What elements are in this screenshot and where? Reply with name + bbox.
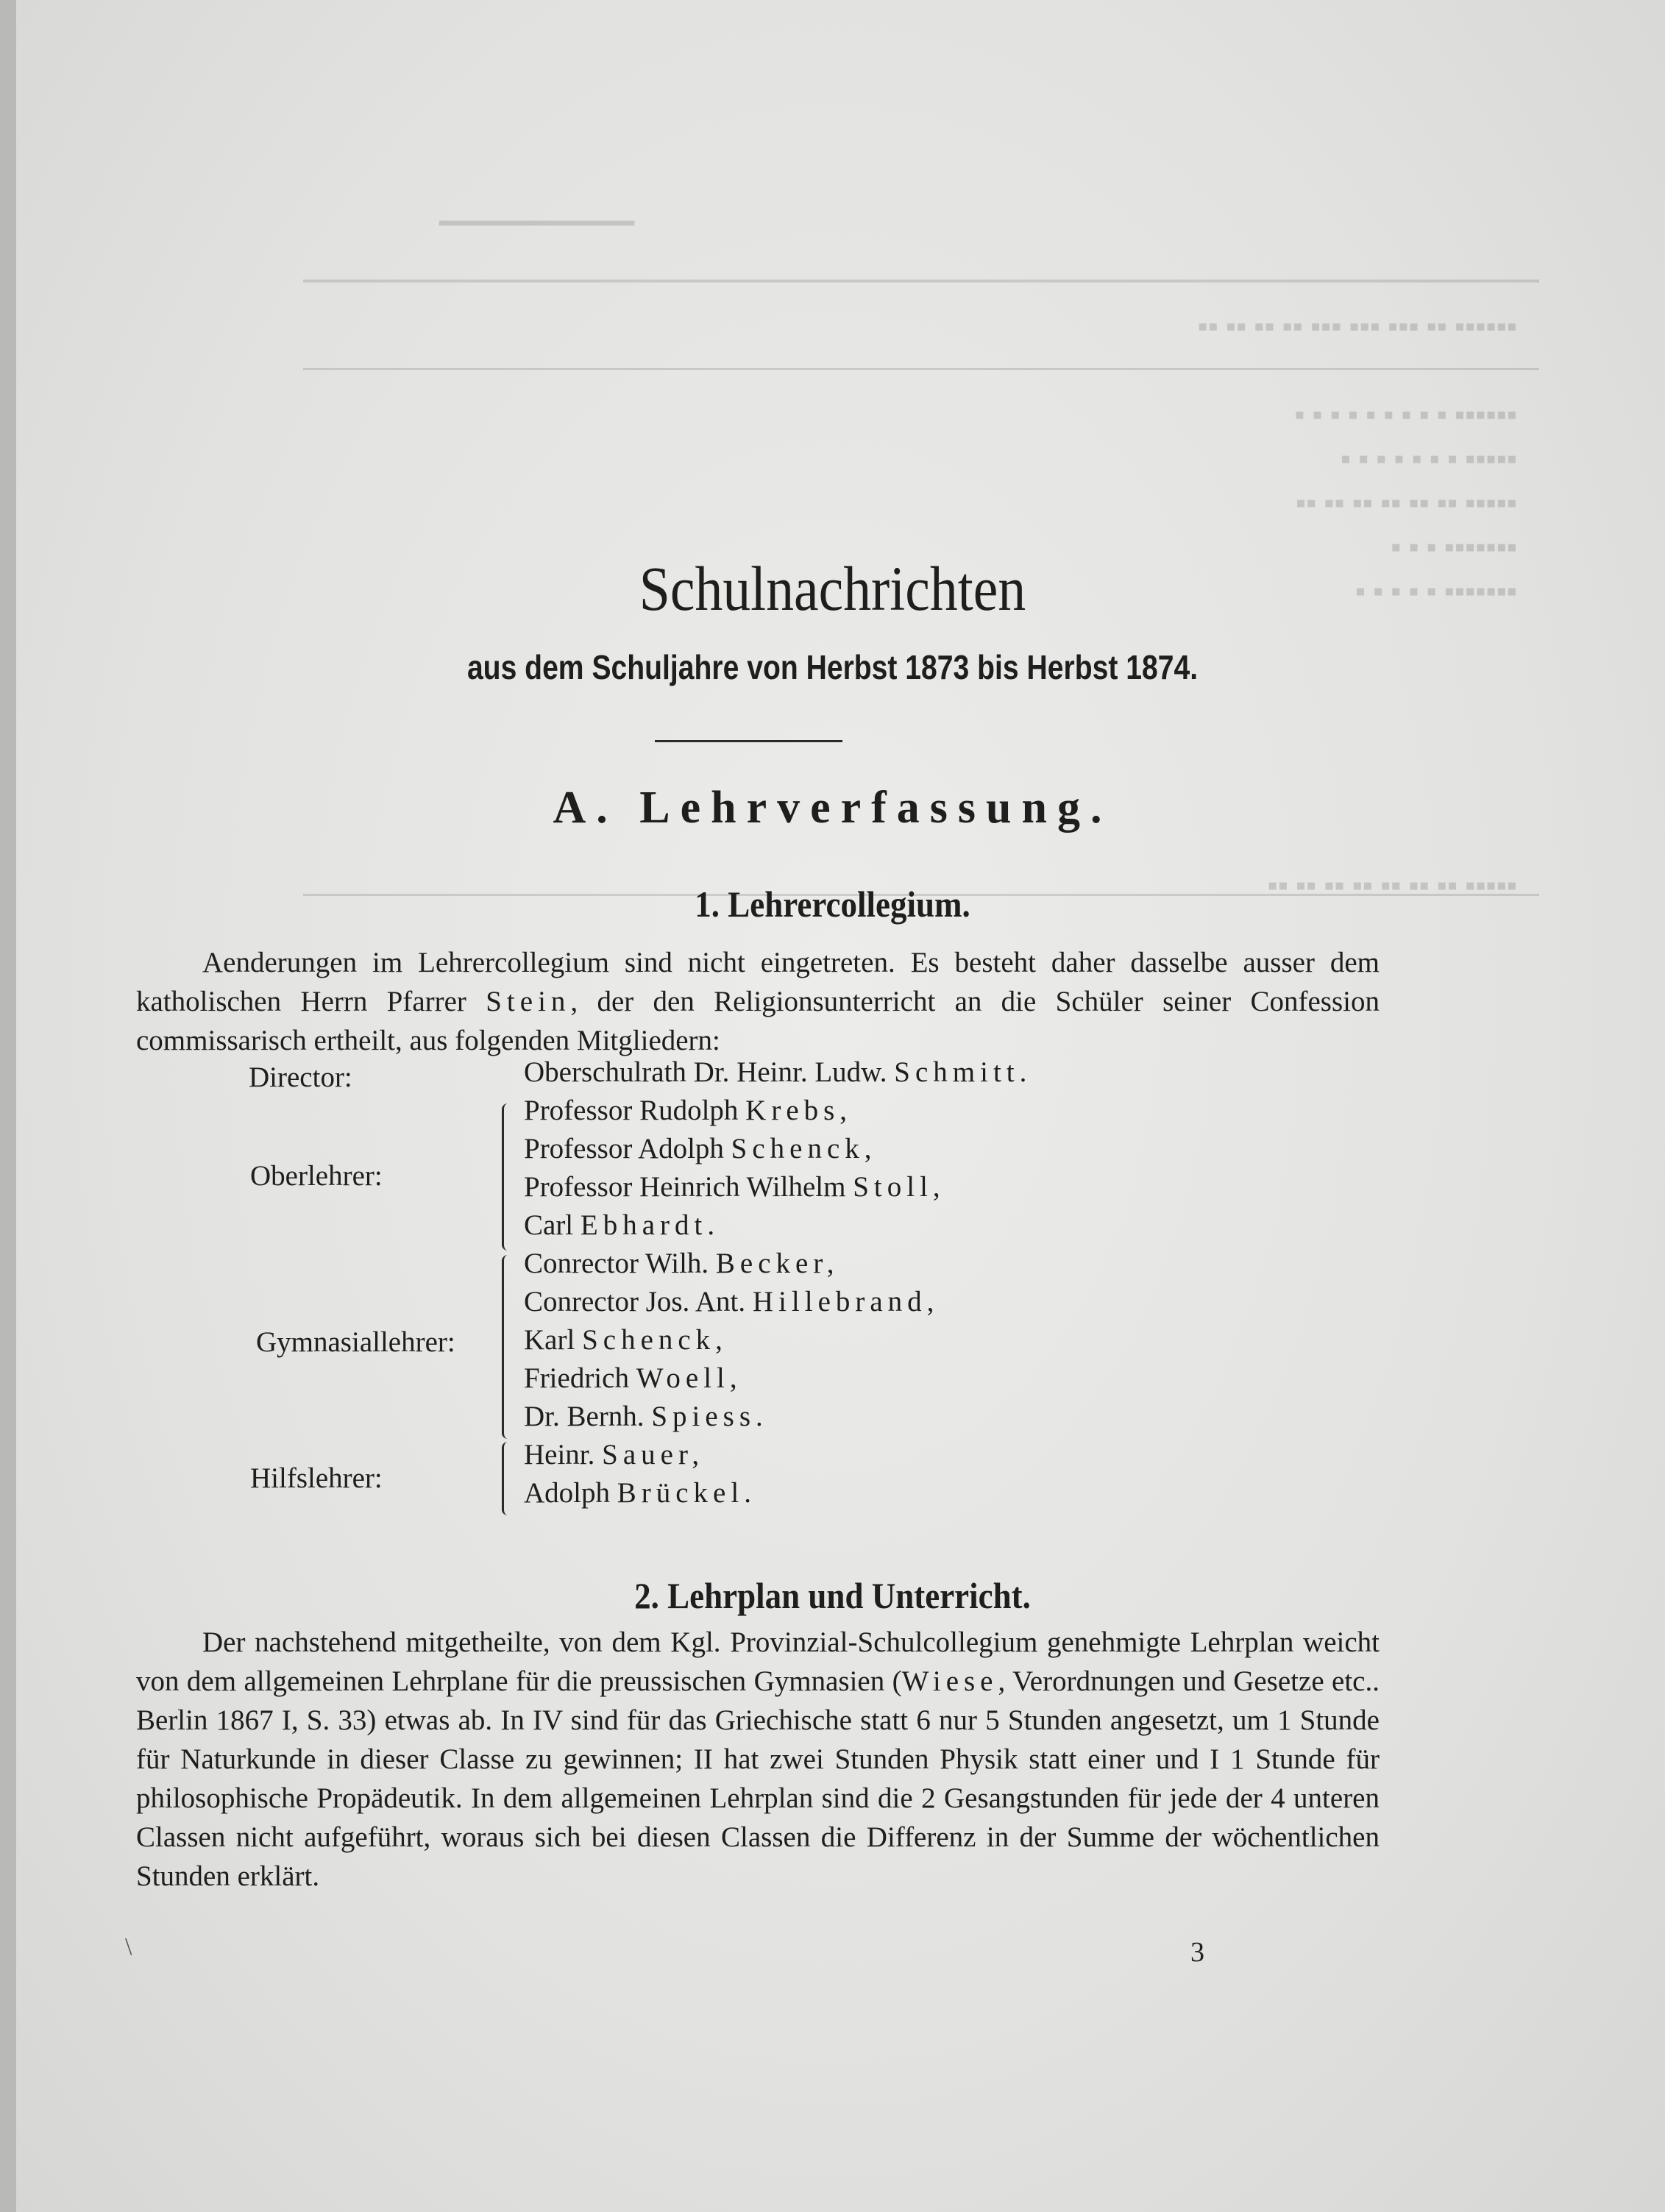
- person-name: Brückel.: [617, 1477, 756, 1509]
- staff-list-gymnasiallehrer: [524, 1245, 939, 1436]
- staff-entry: Heinr. Sauer,: [524, 1439, 705, 1470]
- person-name: Wiese: [901, 1665, 998, 1697]
- person-name: Schmitt.: [894, 1056, 1032, 1088]
- person-name: Schenck,: [582, 1324, 728, 1356]
- staff-list-oberlehrer: [524, 1092, 945, 1245]
- person-name: Stein: [486, 986, 571, 1017]
- staff-entry: Professor Rudolph Krebs,: [524, 1095, 853, 1126]
- subsection-heading-lehrercollegium: 1. Lehrercollegium.: [695, 883, 970, 925]
- staff-entry: Conrector Wilh. Becker,: [524, 1248, 839, 1279]
- person-name: Hillebrand,: [752, 1286, 940, 1317]
- page-title: Schulnachrichten: [639, 553, 1026, 624]
- paragraph-lehrercollegium: [136, 943, 1380, 1060]
- staff-entry: Friedrich Woell,: [524, 1362, 742, 1394]
- person-name: Schenck,: [731, 1133, 877, 1164]
- brace: [502, 1255, 513, 1439]
- person-name: Woell,: [636, 1362, 742, 1394]
- role-label-oberlehrer: Oberlehrer:: [250, 1160, 383, 1192]
- divider: [655, 740, 842, 742]
- staff-entry: Dr. Bernh. Spiess.: [524, 1401, 768, 1432]
- person-name: Sauer,: [602, 1439, 705, 1470]
- role-label-gymnasiallehrer: Gymnasiallehrer:: [256, 1326, 455, 1358]
- subsection-heading-lehrplan: 2. Lehrplan und Unterricht.: [634, 1575, 1031, 1616]
- person-name: Krebs,: [745, 1095, 853, 1126]
- paragraph-lehrplan: [136, 1623, 1380, 1896]
- staff-entry: Oberschulrath Dr. Heinr. Ludw. Schmitt.: [524, 1056, 1032, 1088]
- staff-entry: Carl Ebhardt.: [524, 1209, 720, 1241]
- paragraph-text: , Verordnungen und Gesetze etc.. Berlin 1867 I, S. 33) etwas ab. In IV sind für das Griechische statt 6 nur 5 Stunden angesetzt, um 1 Stunde für Naturkunde in dieser Classe zu gewinnen; II hat zwei Stunden Physik statt einer und I 1 Stunde für philosophische Propädeutik. In dem allgemeinen Lehrplan sind die 2 Gesangstunden für jede der 4 unteren Classen nicht aufgeführt, woraus sich bei diesen Classen die Differenz in der Summe der wöchentlichen Stunden erklärt.: [136, 1665, 1380, 1892]
- paragraph-text: Der nachstehend mitgetheilte, von dem Kgl. Provinzial-Schulcollegium genehmigte Lehrplan weicht von dem allgemeinen Lehrplane für die preussischen Gymnasien (: [136, 1626, 1380, 1697]
- staff-entry: Professor Heinrich Wilhelm Stoll,: [524, 1171, 945, 1203]
- role-label-hilfslehrer: Hilfslehrer:: [250, 1462, 383, 1494]
- paragraph-text: , der den Religionsunterricht an die Schüler seiner Confession commissarisch ertheilt, aus folgenden Mitgliedern:: [136, 986, 1380, 1056]
- staff-entry: Conrector Jos. Ant. Hillebrand,: [524, 1286, 940, 1317]
- staff-entry: Karl Schenck,: [524, 1324, 728, 1356]
- margin-mark: \: [125, 1933, 132, 1960]
- brace: [502, 1442, 513, 1515]
- page-subtitle: aus dem Schuljahre von Herbst 1873 bis Herbst 1874.: [466, 648, 1199, 686]
- bleed-through-background: ━━━━━━━━━━━ ▪▪▪▪▪▪ ▪▪ ▪▪▪ ▪▪▪ ▪▪▪ ▪▪ ▪▪ ▪▪ ▪▪ ▪▪▪▪▪▪ ▪ ▪ ▪ ▪ ▪ ▪ ▪ ▪ ▪ ▪▪▪▪▪ ▪ ▪ ▪ ▪ ▪ ▪ ▪ ▪▪▪▪▪ ▪▪ ▪▪ ▪▪ ▪▪ ▪▪ ▪▪ ▪▪▪▪▪▪▪ ▪ ▪ ▪ ▪▪▪▪▪▪▪ ▪ ▪ ▪ ▪ ▪ ▪▪▪▪▪ ▪▪ ▪▪ ▪▪ ▪▪ ▪▪ ▪▪ ▪▪: [0, 0, 1664, 956]
- paragraph-text: Aenderungen im Lehrercollegium sind nicht eingetreten. Es besteht daher dasselbe ausser dem katholischen Herrn Pfarrer: [136, 947, 1380, 1017]
- role-label-director: Director:: [249, 1061, 352, 1093]
- brace: [502, 1103, 513, 1251]
- person-name: Stoll,: [853, 1171, 945, 1203]
- page-number: 3: [1190, 1937, 1204, 1968]
- section-heading-a: A. Lehrverfassung.: [553, 783, 1112, 833]
- person-name: Spiess.: [651, 1401, 768, 1432]
- person-name: Ebhardt.: [580, 1209, 720, 1241]
- staff-list-hilfslehrer: [524, 1436, 756, 1512]
- staff-entry: Professor Adolph Schenck,: [524, 1133, 877, 1164]
- person-name: Becker,: [715, 1248, 839, 1279]
- staff-entry: Adolph Brückel.: [524, 1477, 756, 1509]
